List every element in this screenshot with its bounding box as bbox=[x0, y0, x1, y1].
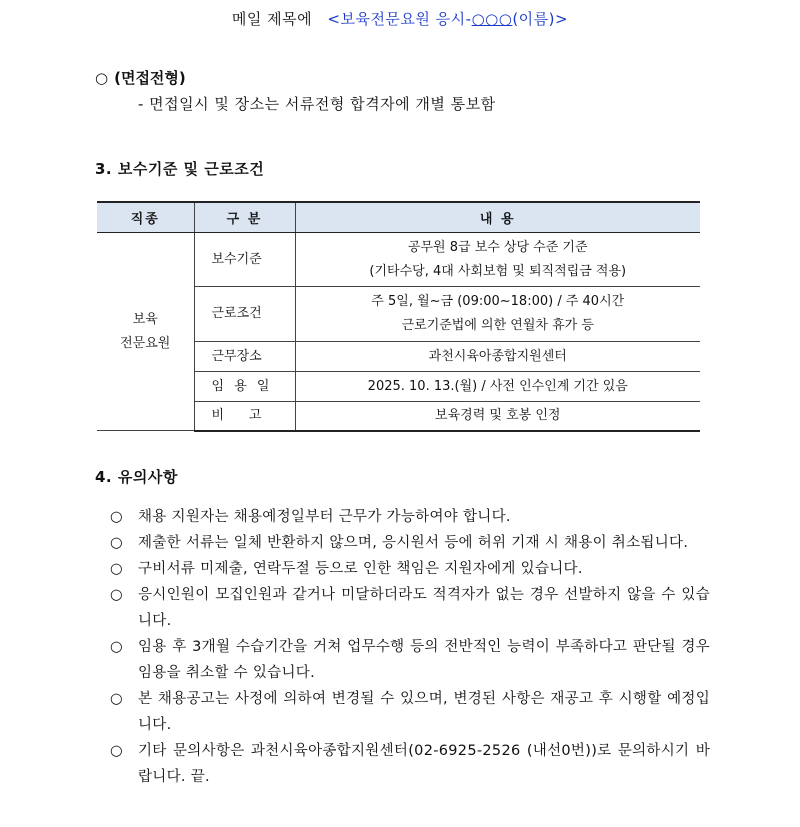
circle-bullet-icon: ○ bbox=[110, 561, 123, 577]
salary-conditions-table bbox=[97, 201, 700, 432]
circle-bullet-icon: ○ bbox=[110, 509, 123, 525]
table-header-row bbox=[97, 202, 700, 233]
list-item bbox=[110, 504, 710, 530]
table-row bbox=[97, 233, 700, 287]
list-item bbox=[110, 686, 710, 738]
note-text: 응시인원이 모집인원과 같거나 미달하더라도 적격자가 없는 경우 선발하지 않을 수 있습니다. bbox=[138, 587, 710, 629]
row-content: 2025. 10. 13.(월) / 사전 인수인계 기간 있음 bbox=[295, 372, 700, 402]
mail-subject-line bbox=[0, 8, 800, 29]
row-content bbox=[295, 233, 700, 287]
circle-bullet-icon: ○ bbox=[110, 535, 123, 551]
table-header-content: 내 용 bbox=[295, 202, 700, 233]
list-item bbox=[110, 738, 710, 790]
section4-heading: 4. 유의사항 bbox=[95, 468, 178, 486]
note-text: 본 채용공고는 사정에 의하여 변경될 수 있으며, 변경된 사항은 재공고 후 시행할 예정입니다. bbox=[138, 691, 710, 733]
row-label: 근로조건 bbox=[194, 287, 295, 342]
subject-name-placeholder: ○○○ bbox=[471, 10, 513, 28]
note-text: 채용 지원자는 채용예정일부터 근무가 가능하여야 합니다. bbox=[138, 509, 511, 525]
list-item bbox=[110, 582, 710, 634]
list-item bbox=[110, 556, 710, 582]
list-item bbox=[110, 634, 710, 686]
row-content-line: (기타수당, 4대 사회보험 및 퇴직적립금 적용) bbox=[369, 263, 627, 279]
note-text: 임용 후 3개월 수습기간을 거쳐 업무수행 등의 전반적인 능력이 부족하다고 판단될 경우 임용을 취소할 수 있습니다. bbox=[138, 639, 710, 681]
table-header-category: 구 분 bbox=[194, 202, 295, 233]
row-label: 비 고 bbox=[194, 402, 295, 431]
row-content-line: 주 5일, 월~금 (09:00~18:00) / 주 40시간 bbox=[371, 294, 625, 309]
circle-bullet-icon: ○ bbox=[110, 587, 123, 603]
section3-heading: 3. 보수기준 및 근로조건 bbox=[95, 160, 265, 178]
mail-subject-prefix: 메일 제목에 bbox=[231, 10, 313, 28]
mail-subject-format bbox=[327, 10, 568, 28]
row-content-line: 공무원 8급 보수 상당 수준 기준 bbox=[407, 239, 588, 255]
list-item bbox=[110, 530, 710, 556]
job-category-cell bbox=[97, 233, 194, 431]
row-label: 근무장소 bbox=[194, 342, 295, 372]
interview-heading bbox=[95, 67, 186, 88]
row-content-line: 근로기준법에 의한 연월차 휴가 등 bbox=[401, 318, 594, 333]
row-content bbox=[295, 287, 700, 342]
row-label: 보수기준 bbox=[194, 233, 295, 287]
row-label: 임 용 일 bbox=[194, 372, 295, 402]
circle-bullet-icon: ○ bbox=[110, 691, 123, 707]
note-text: 제출한 서류는 일체 반환하지 않으며, 응시원서 등에 허위 기재 시 채용이 취소됩니다. bbox=[138, 535, 689, 551]
interview-detail: - 면접일시 및 장소는 서류전형 합격자에 개별 통보함 bbox=[138, 95, 496, 113]
job-category-line2: 전문요원 bbox=[120, 335, 171, 351]
note-text: 구비서류 미제출, 연락두절 등으로 인한 책임은 지원자에게 있습니다. bbox=[138, 561, 583, 577]
row-content: 과천시육아종합지원센터 bbox=[295, 342, 700, 372]
note-text: 기타 문의사항은 과천시육아종합지원센터(02-6925-2526 (내선0번))로 문의하시기 바랍니다. 끝. bbox=[138, 743, 710, 785]
circle-bullet-icon: ○ bbox=[110, 639, 123, 655]
subject-open: <보육전문요원 응시- bbox=[327, 10, 472, 28]
job-category-line1: 보육 bbox=[132, 311, 158, 327]
circle-bullet-icon: ○ bbox=[95, 69, 109, 87]
interview-title: (면접전형) bbox=[114, 69, 186, 87]
circle-bullet-icon: ○ bbox=[110, 743, 123, 759]
row-content: 보육경력 및 호봉 인정 bbox=[295, 402, 700, 431]
table-header-job: 직종 bbox=[97, 202, 194, 233]
notes-list bbox=[110, 504, 710, 790]
subject-close: (이름)> bbox=[512, 10, 569, 28]
